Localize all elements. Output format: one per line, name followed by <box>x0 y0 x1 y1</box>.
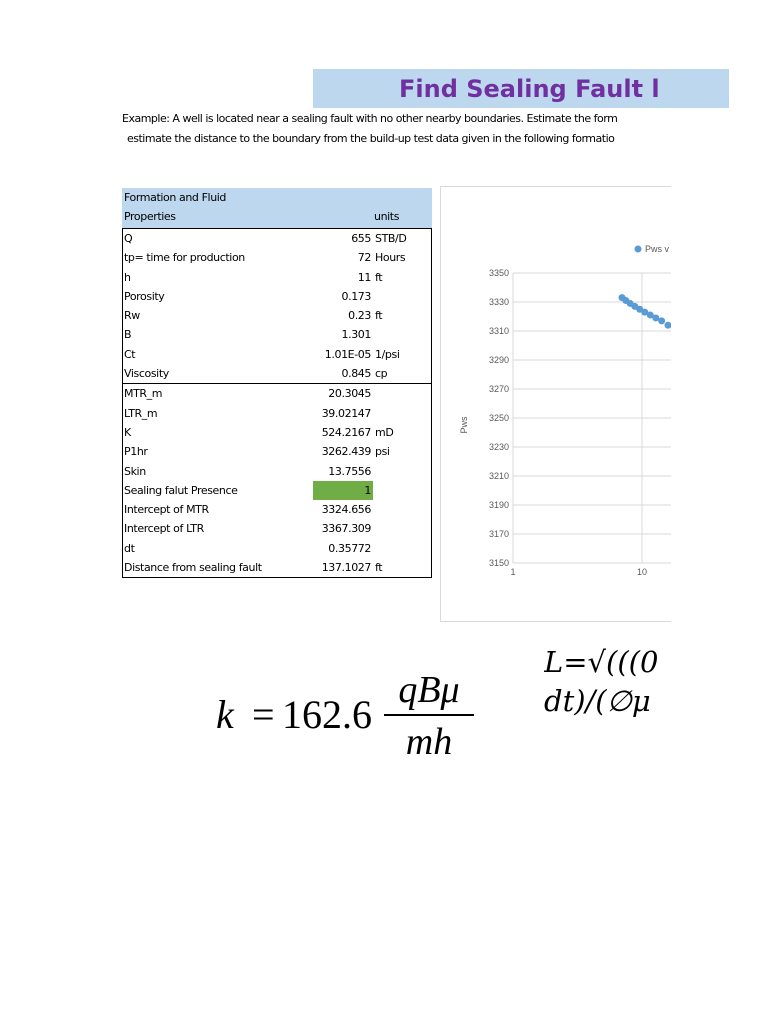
table-row <box>123 345 431 364</box>
row-value: 137.1027 <box>321 561 371 575</box>
row-value: 3324.656 <box>321 503 371 517</box>
k-symbol: k <box>216 692 234 737</box>
row-unit: ft <box>375 309 383 323</box>
table-row <box>123 325 431 344</box>
table-row <box>123 404 431 423</box>
fraction-bar <box>384 714 474 716</box>
row-value: 39.02147 <box>321 406 371 420</box>
row-label: Sealing falut Presence <box>124 483 238 497</box>
units-header: units <box>374 210 400 223</box>
row-value: 1.01E-05 <box>324 347 371 361</box>
row-value: 0.845 <box>341 367 371 381</box>
row-unit: mD <box>375 425 394 439</box>
intro-line-2: estimate the distance to the boundary from the build-up test data given in the following formatio <box>127 132 615 145</box>
table-row <box>123 268 431 287</box>
y-tick-label: 3270 <box>488 384 509 394</box>
row-label: tp= time for production <box>124 251 245 265</box>
table-row <box>123 462 431 481</box>
row-label: Q <box>124 232 133 245</box>
legend-label: Pws v <box>645 244 670 254</box>
row-label: h <box>124 270 131 284</box>
table-row <box>123 442 431 461</box>
table-row <box>123 229 431 248</box>
row-label: K <box>124 425 131 439</box>
table-row <box>123 539 431 558</box>
k-equals: = <box>252 692 275 737</box>
row-label: MTR_m <box>124 387 163 401</box>
row-value: 3367.309 <box>321 522 371 536</box>
table-row <box>123 481 431 500</box>
intro-line-1: Example: A well is located near a sealing fault with no other nearby boundaries. Estimate the form <box>122 112 618 125</box>
y-tick-label: 3210 <box>488 471 509 481</box>
inputs-block <box>122 228 432 384</box>
y-tick-label: 3230 <box>488 442 509 452</box>
y-tick-label: 3170 <box>488 529 509 539</box>
row-label: Rw <box>124 309 140 323</box>
row-label: Skin <box>124 464 146 478</box>
table-row <box>123 306 431 325</box>
data-point <box>658 317 665 324</box>
row-label: B <box>124 328 132 342</box>
l-equation-line-1: L=√(((0 <box>544 645 659 679</box>
row-label: LTR_m <box>124 406 158 420</box>
row-unit: STB/D <box>375 232 407 245</box>
l-equation-line-2: dt)/(∅μ <box>544 684 651 718</box>
k-constant: 162.6 <box>282 692 372 737</box>
k-fraction <box>384 668 474 764</box>
row-value: 11 <box>357 270 371 284</box>
row-label: dt <box>124 541 135 555</box>
row-unit: cp <box>375 367 388 381</box>
row-label: Viscosity <box>124 367 169 381</box>
results-block <box>122 384 432 578</box>
row-value: 1.301 <box>341 328 371 342</box>
row-label: Intercept of LTR <box>124 522 204 536</box>
y-tick-label: 3290 <box>488 355 509 365</box>
header-line-2: Properties <box>124 210 176 223</box>
row-unit: 1/psi <box>375 347 400 361</box>
row-value: 0.23 <box>348 309 371 323</box>
k-numerator: qBμ <box>398 669 460 711</box>
row-label: P1hr <box>124 445 148 459</box>
row-value: 655 <box>351 232 371 245</box>
row-unit: Hours <box>375 251 406 265</box>
y-tick-label: 3350 <box>488 268 509 278</box>
table-row <box>123 384 431 403</box>
header-line-1: Formation and Fluid <box>124 191 227 204</box>
legend-marker <box>635 246 642 253</box>
pws-chart <box>440 186 671 622</box>
table-row <box>123 423 431 442</box>
row-unit: ft <box>375 270 383 284</box>
row-value: 0.35772 <box>328 541 371 555</box>
row-unit: ft <box>375 561 383 575</box>
x-tick-label: 1 <box>510 567 516 577</box>
y-tick-label: 3310 <box>488 326 509 336</box>
row-value: 524.2167 <box>321 425 371 439</box>
y-tick-label: 3190 <box>488 500 509 510</box>
row-unit: psi <box>375 445 390 459</box>
data-point <box>664 322 671 329</box>
table-row <box>123 287 431 306</box>
y-axis-label: Pws <box>459 416 469 434</box>
table-row <box>123 248 431 267</box>
k-denominator: mh <box>405 721 453 763</box>
row-value: 20.3045 <box>328 387 371 401</box>
row-label: Porosity <box>124 289 165 303</box>
page-title: Find Sealing Fault l <box>399 75 660 103</box>
table-row <box>123 519 431 538</box>
table-row <box>123 364 431 383</box>
row-label: Intercept of MTR <box>124 503 209 517</box>
row-value: 13.7556 <box>328 464 371 478</box>
row-value: 1 <box>364 483 371 497</box>
table-header <box>122 188 432 228</box>
y-tick-label: 3250 <box>488 413 509 423</box>
row-label: Ct <box>124 347 136 361</box>
row-value: 3262.439 <box>321 445 371 459</box>
table-row <box>123 558 431 577</box>
table-row <box>123 500 431 519</box>
y-tick-label: 3150 <box>488 558 509 568</box>
row-value: 0.173 <box>341 289 371 303</box>
chart-svg <box>441 187 671 621</box>
x-tick-label: 10 <box>636 567 648 577</box>
row-label: Distance from sealing fault <box>124 561 262 575</box>
properties-table <box>122 188 432 578</box>
row-value: 72 <box>357 251 371 265</box>
y-tick-label: 3330 <box>488 297 509 307</box>
